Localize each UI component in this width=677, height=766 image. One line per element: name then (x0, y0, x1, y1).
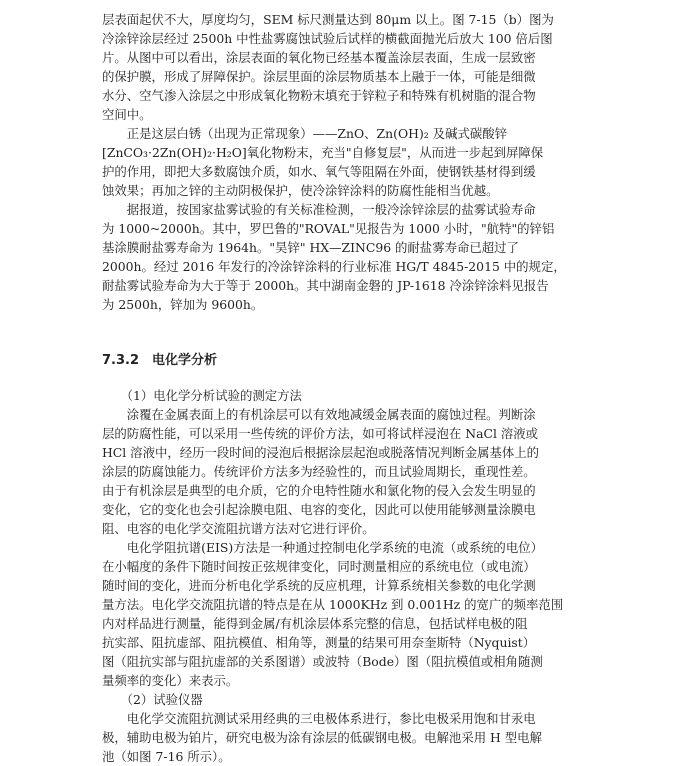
text-line: 护的作用，即把大多数腐蚀介质，如水、氧气等阻隔在外面，使钢铁基材得到缓 (102, 164, 536, 179)
text-line: 耐盐雾试验寿命为大于等于 2000h。其中湖南金磐的 JP-1618 冷涂锌涂料见报告 (102, 278, 549, 293)
text-line: 量方法。电化学交流阻抗谱的特点是在从 1000KHz 到 0.001Hz 的宽广的频率范围 (102, 597, 564, 612)
text-line: 蚀效果；再加之锌的主动阴极保护，使冷涂锌涂料的防腐性能相当优越。 (102, 183, 499, 198)
text-line: 阻、电容的电化学交流阻抗谱方法对它进行评价。 (102, 521, 375, 536)
document-page (102, 10, 610, 766)
text-line: 冷涂锌涂层经过 2500h 中性盐雾腐蚀试验后试样的横截面抛光后放大 100 倍后图 (102, 31, 553, 46)
text-line: 据报道，按国家盐雾试验的有关标准检测，一般冷涂锌涂层的盐雾试验寿命 (102, 202, 536, 217)
spacer (102, 372, 610, 386)
text-line: 抗实部、阻抗虚部、阻抗模值、相角等，测量的结果可用奈奎斯特（Nyquist） (102, 635, 536, 650)
text-line: 空间中。 (102, 107, 152, 122)
text-line: 为 2500h，锌加为 9600h。 (102, 297, 264, 312)
text-line: 在小幅度的条件下随时间按正弦规律变化，同时测量相应的系统电位（或电流） (102, 559, 536, 574)
paragraph-block-bottom (102, 386, 610, 766)
text-line: 涂层的防腐蚀能力。传统评价方法多为经验性的，而且试验周期长，重现性差。 (102, 464, 536, 479)
spacer (102, 314, 610, 350)
text-line: 的保护膜，形成了屏障保护。涂层里面的涂层物质基本上融于一体，可能是细微 (102, 69, 536, 84)
section-heading: 7.3.2 电化学分析 (102, 353, 218, 368)
text-line: 水分、空气渗入涂层之中形成氧化物粉末填充于锌粒子和特殊有机树脂的混合物 (102, 88, 536, 103)
text-line: 量频率的变化）来表示。 (102, 673, 239, 688)
text-line: 层表面起伏不大，厚度均匀，SEM 标尺测量达到 80μm 以上。图 7-15（b）图为 (102, 12, 554, 27)
text-line: 图（阻抗实部与阻抗虚部的关系图谱）或波特（Bode）图（阻抗模值或相角随测 (102, 654, 543, 669)
text-line: 基涂膜耐盐雾寿命为 1964h。"昊锌" HX—ZINC96 的耐盐雾寿命已超过了 (102, 240, 519, 255)
text-line: 为 1000~2000h。其中，罗巴鲁的"ROVAL"见报告为 1000 小时，"航特"的锌铝 (102, 221, 555, 236)
text-line: （2）试验仪器 (102, 692, 203, 707)
text-line: 池（如图 7-16 所示）。 (102, 749, 231, 764)
text-line: 电化学交流阻抗测试采用经典的三电极体系进行，参比电极采用饱和甘汞电 (102, 711, 536, 726)
text-line: 层的防腐性能，可以采用一些传统的评价方法，如可将试样浸泡在 NaCl 溶液或 (102, 426, 539, 441)
text-line: 涂覆在金属表面上的有机涂层可以有效地减缓金属表面的腐蚀过程。判断涂 (102, 407, 536, 422)
text-line: [ZnCO₃·2Zn(OH)₂·H₂O]氧化物粉末，充当"自修复层"，从而进一步起到屏障保 (102, 145, 544, 160)
text-line: 2000h。经过 2016 年发行的冷涂锌涂料的行业标准 HG/T 4845-2015 中的规定， (102, 259, 566, 274)
text-line: 由于有机涂层是典型的电介质，它的介电特性随水和氯化物的侵入会发生明显的 (102, 483, 536, 498)
text-line: HCl 溶液中，经历一段时间的浸泡后根据涂层起泡或脱落情况判断金属基体上的 (102, 445, 540, 460)
text-line: 电化学阻抗谱(EIS)方法是一种通过控制电化学系统的电流（或系统的电位） (102, 540, 543, 555)
text-line: 正是这层白锈（出现为正常现象）——ZnO、Zn(OH)₂ 及碱式碳酸锌 (102, 126, 508, 141)
text-line: 极，辅助电极为铂片，研究电极为涂有涂层的低碳钢电极。电解池采用 H 型电解 (102, 730, 542, 745)
text-line: 内对样品进行测量，能得到金属/有机涂层体系完整的信息，包括试样电极的阻 (102, 616, 528, 631)
text-line: （1）电化学分析试验的测定方法 (102, 388, 302, 403)
text-line: 片。从图中可以看出，涂层表面的氧化物已经基本覆盖涂层表面，生成一层致密 (102, 50, 536, 65)
text-line: 变化，它的变化也会引起涂膜电阻、电容的变化，因此可以使用能够测量涂膜电 (102, 502, 536, 517)
paragraph-block-top (102, 10, 610, 314)
text-line: 随时间的变化，进而分析电化学系统的反应机理，计算系统相关参数的电化学测 (102, 578, 536, 593)
